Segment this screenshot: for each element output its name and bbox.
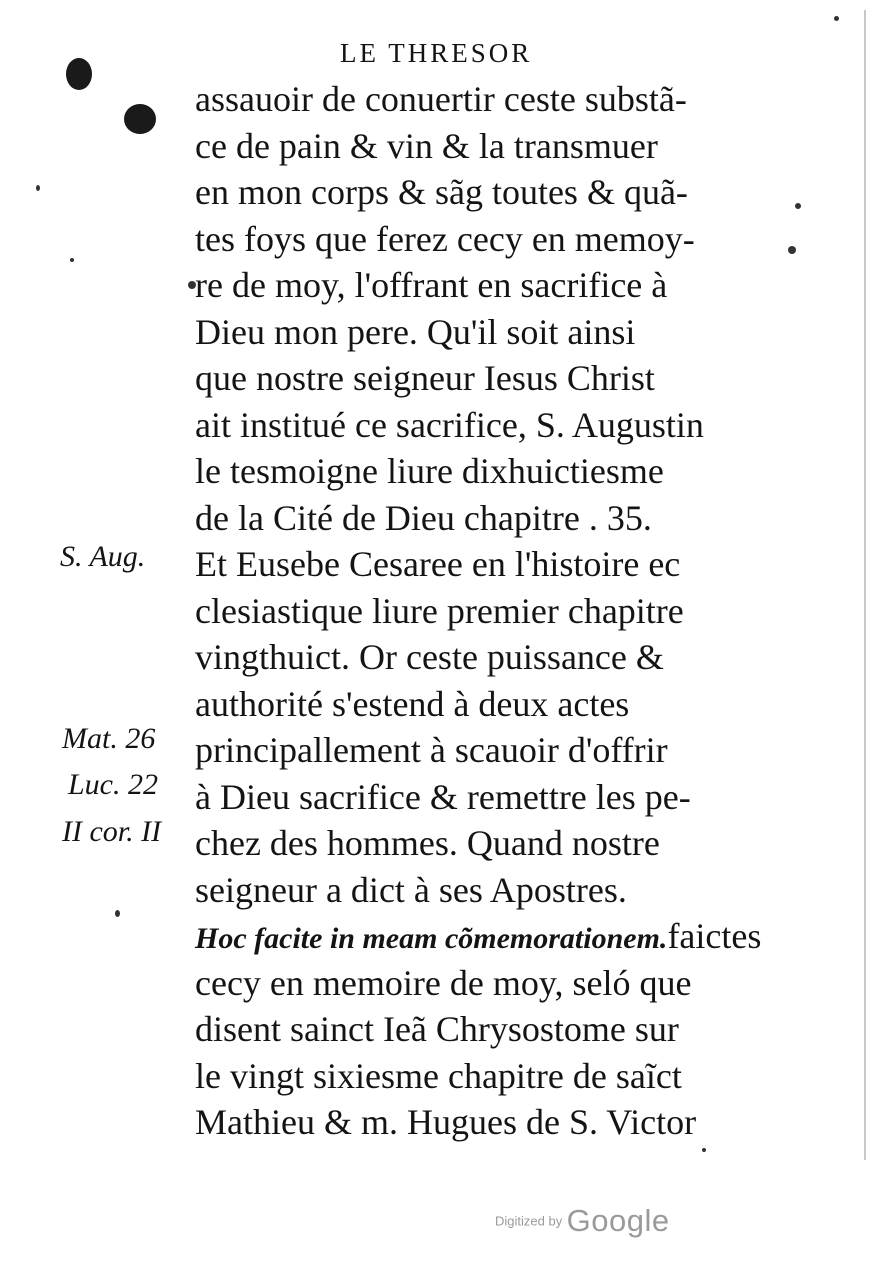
- text-line: Et Eusebe Cesaree en l'histoire ec: [195, 544, 681, 584]
- digitized-prefix: Digitized by: [495, 1213, 563, 1229]
- margin-note-corinthians: II cor. II: [62, 815, 162, 848]
- margin-note-augustine: S. Aug.: [60, 540, 146, 573]
- latin-line-roman: faictes: [667, 916, 762, 956]
- ink-blot: [66, 58, 92, 90]
- text-line: re de moy, l'offrant en sacrifice à: [195, 265, 668, 305]
- text-line: ce de pain & vin & la transmuer: [195, 125, 658, 166]
- latin-quote: Hoc facite in meam cõmemorationem.: [195, 922, 668, 955]
- text-line: Mathieu & m. Hugues de S. Victor: [195, 1102, 697, 1142]
- text-line: authorité s'estend à deux actes: [195, 683, 630, 724]
- text-line: le tesmoigne liure dixhuictiesme: [195, 451, 664, 491]
- digitized-watermark: [495, 1203, 670, 1239]
- margin-note-luke: Luc. 22: [68, 768, 158, 801]
- ink-speck: [115, 910, 120, 917]
- ink-speck: [702, 1148, 706, 1152]
- body-text: [195, 76, 805, 1146]
- text-line: disent sainct Ieã Chrysostome sur: [195, 1009, 679, 1049]
- text-line: assauoir de conuertir ceste substã-: [195, 79, 687, 119]
- text-line: le vingt sixiesme chapitre de saĩct: [195, 1055, 682, 1096]
- ink-blot: [124, 104, 156, 134]
- ink-speck: [70, 258, 74, 262]
- text-line: de la Cité de Dieu chapitre . 35.: [195, 497, 652, 538]
- text-line: tes foys que ferez cecy en memoy-: [195, 218, 695, 259]
- page-edge-line: [864, 10, 866, 1160]
- google-logo: Google: [566, 1203, 670, 1238]
- text-line: chez des hommes. Quand nostre: [195, 823, 660, 863]
- text-line: à Dieu sacrifice & remettre les pe-: [195, 776, 691, 817]
- text-line: clesiastique liure premier chapitre: [195, 590, 684, 631]
- ink-speck: [834, 16, 839, 21]
- text-line: principallement à scauoir d'offrir: [195, 730, 668, 770]
- latin-quote-line: [195, 913, 805, 960]
- text-line: vingthuict. Or ceste puissance &: [195, 637, 664, 677]
- text-line: que nostre seigneur Iesus Christ: [195, 358, 655, 398]
- margin-note-matthew: Mat. 26: [62, 722, 156, 755]
- ink-speck: [36, 185, 40, 191]
- text-line: en mon corps & sãg toutes & quã-: [195, 172, 688, 212]
- text-line: Dieu mon pere. Qu'il soit ainsi: [195, 311, 636, 352]
- running-header: LE THRESOR: [340, 38, 533, 68]
- text-line: seigneur a dict à ses Apostres.: [195, 869, 627, 910]
- text-line: cecy en memoire de moy, seló que: [195, 962, 692, 1003]
- text-line: ait institué ce sacrifice, S. Augustin: [195, 404, 704, 445]
